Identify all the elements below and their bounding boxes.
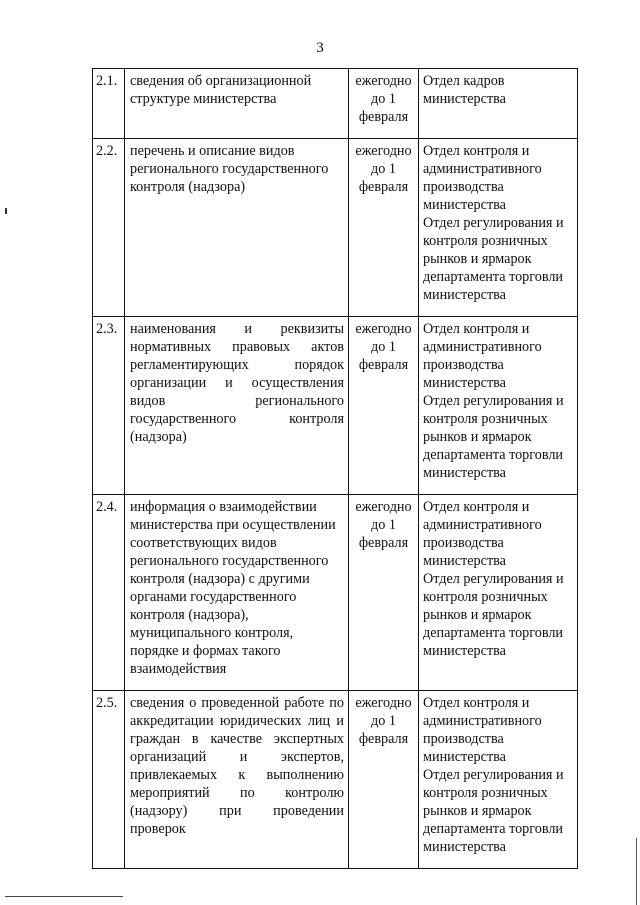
responsible-unit: Отдел регулирования и контроля розничных рынков и ярмарок департамента торговли министерства xyxy=(423,393,564,481)
responsible-unit: Отдел контроля и административного производства министерства xyxy=(423,321,542,391)
row-description: сведения об организационной структуре министерства xyxy=(125,69,349,139)
row-number: 2.1. xyxy=(93,69,125,139)
row-responsible xyxy=(419,691,578,869)
row-number: 2.2. xyxy=(93,139,125,317)
table-row xyxy=(93,139,578,317)
row-term: ежегодно до 1 февраля xyxy=(349,69,419,139)
row-number: 2.4. xyxy=(93,495,125,691)
page-number: 3 xyxy=(316,40,324,56)
responsible-unit: Отдел регулирования и контроля розничных рынков и ярмарок департамента торговли министерства xyxy=(423,571,564,659)
row-responsible xyxy=(419,317,578,495)
scan-mark xyxy=(5,208,7,214)
row-description: сведения о проведенной работе по аккредитации юридических лиц и граждан в качестве экспертных организаций и экспертов, привлекаемых к выполнению мероприятий по контролю (надзору) при проведении проверок xyxy=(125,691,349,869)
row-description: информация о взаимодействии министерства при осуществлении соответствующих видов регионального государственного контроля (надзора) с другими органами государственного контроля (надзора), муниципального контроля, порядке и формах такого взаимодействия xyxy=(125,495,349,691)
responsible-unit: Отдел регулирования и контроля розничных рынков и ярмарок департамента торговли министерства xyxy=(423,767,564,855)
responsible-unit: Отдел кадров министерства xyxy=(423,73,506,107)
table-row xyxy=(93,495,578,691)
row-term: ежегодно до 1 февраля xyxy=(349,495,419,691)
row-term: ежегодно до 1 февраля xyxy=(349,691,419,869)
table-row xyxy=(93,317,578,495)
footnote-rule xyxy=(5,896,123,897)
responsible-unit: Отдел контроля и административного производства министерства xyxy=(423,499,542,569)
plan-table-body xyxy=(93,69,578,869)
row-description: наименования и реквизиты нормативных правовых актов регламентирующих порядок организации и осуществления видов регионального государственного контроля (надзора) xyxy=(125,317,349,495)
row-term: ежегодно до 1 февраля xyxy=(349,139,419,317)
row-responsible xyxy=(419,495,578,691)
row-number: 2.5. xyxy=(93,691,125,869)
row-number: 2.3. xyxy=(93,317,125,495)
row-responsible xyxy=(419,69,578,139)
row-description: перечень и описание видов регионального государственного контроля (надзора) xyxy=(125,139,349,317)
responsible-unit: Отдел контроля и административного производства министерства xyxy=(423,695,542,765)
page-edge xyxy=(636,838,637,905)
table-row xyxy=(93,69,578,139)
row-responsible xyxy=(419,139,578,317)
responsible-unit: Отдел контроля и административного производства министерства xyxy=(423,143,542,213)
plan-table xyxy=(92,68,578,869)
responsible-unit: Отдел регулирования и контроля розничных рынков и ярмарок департамента торговли министерства xyxy=(423,215,564,303)
row-term: ежегодно до 1 февраля xyxy=(349,317,419,495)
table-row xyxy=(93,691,578,869)
